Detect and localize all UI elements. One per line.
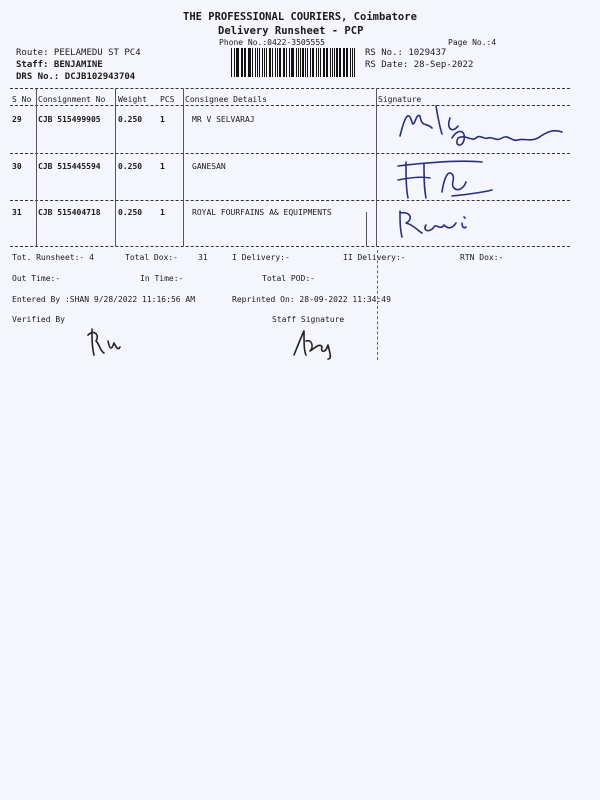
staff-signature-label: Staff Signature xyxy=(272,315,345,324)
row-consignee: GANESAN xyxy=(192,162,226,171)
document-subtitle: Delivery Runsheet - PCP xyxy=(218,25,364,37)
row-consignee: ROYAL FOURFAINS A& EQUIPMENTS xyxy=(192,208,332,217)
header-consignee: Consignee Details xyxy=(185,95,267,104)
barcode-bar xyxy=(262,48,263,77)
barcode-bar xyxy=(283,48,284,77)
barcode-bar xyxy=(264,48,265,77)
barcode-bar xyxy=(236,48,237,77)
barcode-bar xyxy=(248,48,249,77)
column-separator xyxy=(366,212,367,246)
entered-by: Entered By :SHAN 9/28/2022 11:16:56 AM xyxy=(12,295,196,304)
barcode-bar xyxy=(332,48,333,77)
barcode-bar xyxy=(330,48,331,77)
barcode xyxy=(231,48,357,77)
barcode-bar xyxy=(284,48,285,77)
staff-name: Staff: BENJAMINE xyxy=(16,60,103,70)
row-sno: 29 xyxy=(12,115,22,124)
barcode-bar xyxy=(318,48,319,77)
handwritten-signature xyxy=(392,152,502,202)
row-pcs: 1 xyxy=(160,208,165,217)
barcode-bar xyxy=(339,48,340,77)
barcode-bar xyxy=(277,48,279,77)
header-weight: Weight xyxy=(118,95,147,104)
column-separator xyxy=(115,89,116,246)
barcode-bar xyxy=(255,48,256,77)
row-consignment: CJB 515445594 xyxy=(38,162,101,171)
barcode-bar xyxy=(336,48,337,77)
barcode-bar xyxy=(292,48,293,77)
barcode-bar xyxy=(302,48,304,77)
total-runsheet: Tot. Runsheet:- 4 xyxy=(12,253,94,262)
barcode-bar xyxy=(323,48,325,77)
total-dox-label: Total Dox:- xyxy=(125,253,178,262)
barcode-bar xyxy=(237,48,238,77)
barcode-bar xyxy=(312,48,313,77)
barcode-bar xyxy=(252,48,253,77)
rs-number: RS No.: 1029437 xyxy=(365,48,447,58)
handwritten-signature xyxy=(392,98,582,158)
header-consignment: Consignment No xyxy=(38,95,106,104)
header-sno: S No xyxy=(12,95,32,104)
barcode-bar xyxy=(231,48,232,77)
barcode-bar xyxy=(334,48,335,77)
handwritten-signature xyxy=(392,205,482,241)
barcode-bar xyxy=(340,48,341,77)
row-weight: 0.250 xyxy=(118,115,143,124)
in-time: In Time:- xyxy=(140,274,184,283)
table-bottom-rule xyxy=(10,246,570,247)
column-separator xyxy=(376,89,377,246)
barcode-bar xyxy=(327,48,328,77)
header-signature: Signature xyxy=(378,95,422,104)
table-top-rule xyxy=(10,88,570,89)
barcode-bar xyxy=(286,48,287,77)
barcode-bar xyxy=(313,48,314,77)
row-weight: 0.250 xyxy=(118,162,143,171)
verified-by-label: Verified By xyxy=(12,315,65,324)
barcode-bar xyxy=(310,48,311,77)
route: Route: PEELAMEDU ST PC4 xyxy=(16,48,141,58)
barcode-bar xyxy=(354,48,355,77)
phone-number: Phone No.:0422-3505555 xyxy=(219,38,325,47)
barcode-bar xyxy=(249,48,250,77)
barcode-bar xyxy=(272,48,273,77)
barcode-bar xyxy=(270,48,271,77)
row-consignment: CJB 515404718 xyxy=(38,208,101,217)
row-consignee: MR V SELVARAJ xyxy=(192,115,255,124)
rtn-dox: RTN Dox:- xyxy=(460,253,504,262)
barcode-bar xyxy=(307,48,308,77)
drs-number xyxy=(16,72,135,82)
barcode-bar xyxy=(316,48,317,77)
barcode-bar xyxy=(305,48,306,77)
barcode-bar xyxy=(245,48,246,77)
barcode-bar xyxy=(259,48,260,77)
barcode-bar xyxy=(343,48,345,77)
reprinted-on: Reprinted On: 28-09-2022 11:34:49 xyxy=(232,295,391,304)
rs-date: RS Date: 28-Sep-2022 xyxy=(365,60,474,70)
barcode-bar xyxy=(347,48,348,77)
barcode-bar xyxy=(269,48,270,77)
row-weight: 0.250 xyxy=(118,208,143,217)
barcode-bar xyxy=(234,48,235,77)
barcode-bar xyxy=(241,48,243,77)
barcode-bar xyxy=(298,48,299,77)
verifier-signature xyxy=(86,325,136,357)
barcode-bar xyxy=(279,48,280,77)
barcode-bar xyxy=(296,48,297,77)
row-sno: 30 xyxy=(12,162,22,171)
row-consignment: CJB 515499905 xyxy=(38,115,101,124)
barcode-bar xyxy=(320,48,321,77)
staff-signature xyxy=(290,325,342,361)
total-dox-value: 31 xyxy=(198,253,208,262)
i-delivery: I Delivery:- xyxy=(232,253,290,262)
ii-delivery: II Delivery:- xyxy=(343,253,406,262)
barcode-bar xyxy=(291,48,292,77)
drs-value: DCJB102943704 xyxy=(64,72,136,82)
barcode-bar xyxy=(266,48,267,77)
barcode-bar xyxy=(244,48,245,77)
row-pcs: 1 xyxy=(160,162,165,171)
total-pod: Total POD:- xyxy=(262,274,315,283)
column-separator xyxy=(183,89,184,246)
barcode-bar xyxy=(326,48,327,77)
row-sno: 31 xyxy=(12,208,22,217)
faint-rule xyxy=(377,250,378,360)
barcode-bar xyxy=(275,48,276,77)
page-number: Page No.:4 xyxy=(448,38,497,47)
barcode-bar xyxy=(346,48,347,77)
barcode-bar xyxy=(350,48,351,77)
barcode-bar xyxy=(352,48,353,77)
row-pcs: 1 xyxy=(160,115,165,124)
barcode-bar xyxy=(257,48,259,77)
drs-label: DRS No.: xyxy=(16,72,60,82)
barcode-bar xyxy=(300,48,301,77)
document-title: THE PROFESSIONAL COURIERS, Coimbatore xyxy=(183,11,417,23)
header-pcs: PCS xyxy=(160,95,175,104)
barcode-bar xyxy=(289,48,290,77)
column-separator xyxy=(36,89,37,246)
out-time: Out Time:- xyxy=(12,274,61,283)
